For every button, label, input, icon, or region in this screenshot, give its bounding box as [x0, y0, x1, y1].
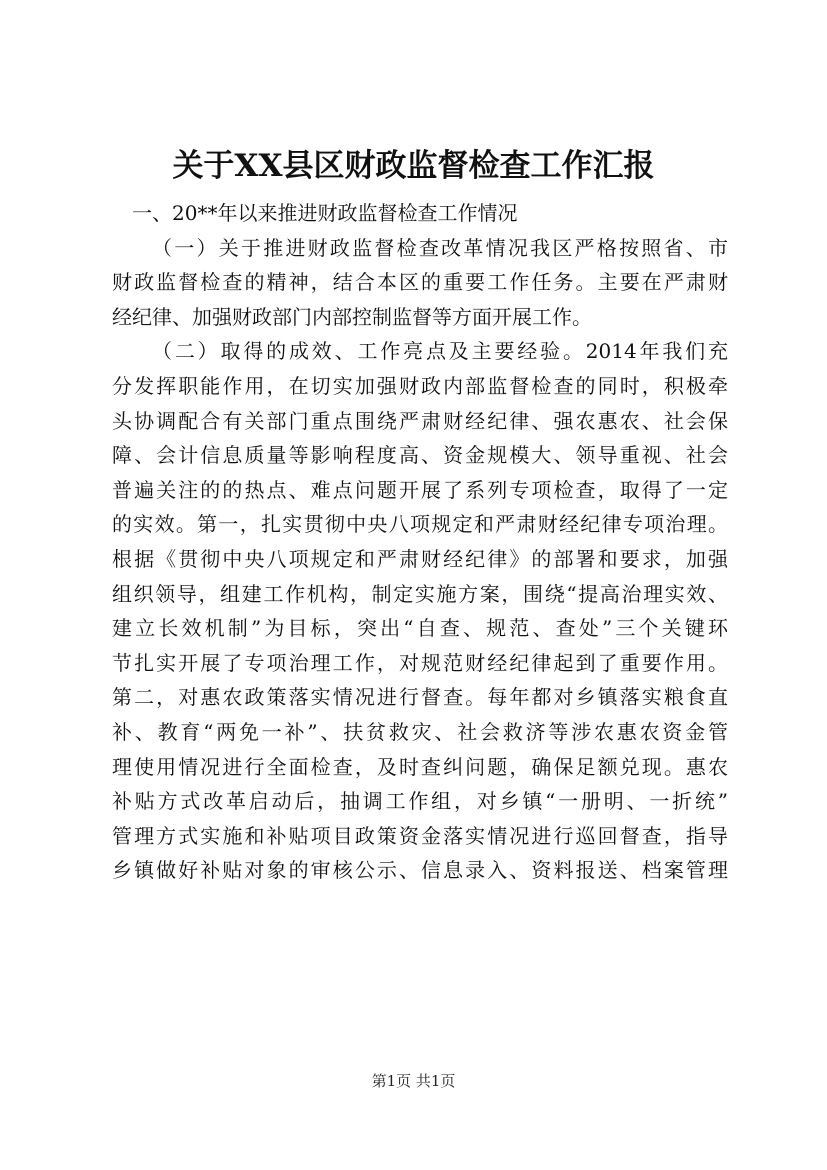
body-line: 第二，对惠农政策落实情况进行督查。每年都对乡镇落实粮食直 — [112, 685, 728, 710]
body-line: （一）关于推进财政监督检查改革情况我区严格按照省、市 — [152, 235, 728, 260]
page-footer: 第1页 共1页 — [371, 1072, 456, 1090]
body-line: 建立长效机制”为目标，突出“自查、规范、查处”三个关键环 — [112, 616, 728, 641]
body-line: （二）取得的成效、工作亮点及主要经验。2014年我们充 — [152, 339, 728, 364]
body-line: 的实效。第一，扎实贯彻中央八项规定和严肃财经纪律专项治理。 — [112, 512, 728, 537]
document-title: 关于XX县区财政监督检查工作汇报 — [172, 148, 655, 184]
body-line: 乡镇做好补贴对象的审核公示、信息录入、资料报送、档案管理 — [112, 858, 728, 883]
body-line: 根据《贯彻中央八项规定和严肃财经纪律》的部署和要求，加强 — [112, 546, 728, 571]
document-body — [112, 196, 728, 888]
body-line: 理使用情况进行全面检查，及时查纠问题，确保足额兑现。惠农 — [112, 754, 728, 779]
body-line: 头协调配合有关部门重点围绕严肃财经纪律、强农惠农、社会保 — [112, 408, 728, 433]
body-line: 障、会计信息质量等影响程度高、资金规模大、领导重视、社会 — [112, 443, 728, 468]
body-line: 财政监督检查的精神，结合本区的重要工作任务。主要在严肃财 — [112, 270, 728, 295]
body-line: 分发挥职能作用，在切实加强财政内部监督检查的同时，积极牵 — [112, 373, 728, 398]
body-line: 经纪律、加强财政部门内部控制监督等方面开展工作。 — [112, 304, 592, 329]
section-heading: 一、20**年以来推进财政监督检查工作情况 — [132, 201, 518, 225]
body-line: 管理方式实施和补贴项目政策资金落实情况进行巡回督查，指导 — [112, 823, 728, 848]
body-line: 补贴方式改革启动后，抽调工作组，对乡镇“一册明、一折统” — [112, 789, 728, 814]
body-line: 补、教育“两免一补”、扶贫救灾、社会救济等涉农惠农资金管 — [112, 719, 728, 744]
body-line: 节扎实开展了专项治理工作，对规范财经纪律起到了重要作用。 — [112, 650, 728, 675]
body-line: 普遍关注的的热点、难点问题开展了系列专项检查，取得了一定 — [112, 477, 728, 502]
body-line: 组织领导，组建工作机构，制定实施方案，围绕“提高治理实效、 — [112, 581, 728, 606]
